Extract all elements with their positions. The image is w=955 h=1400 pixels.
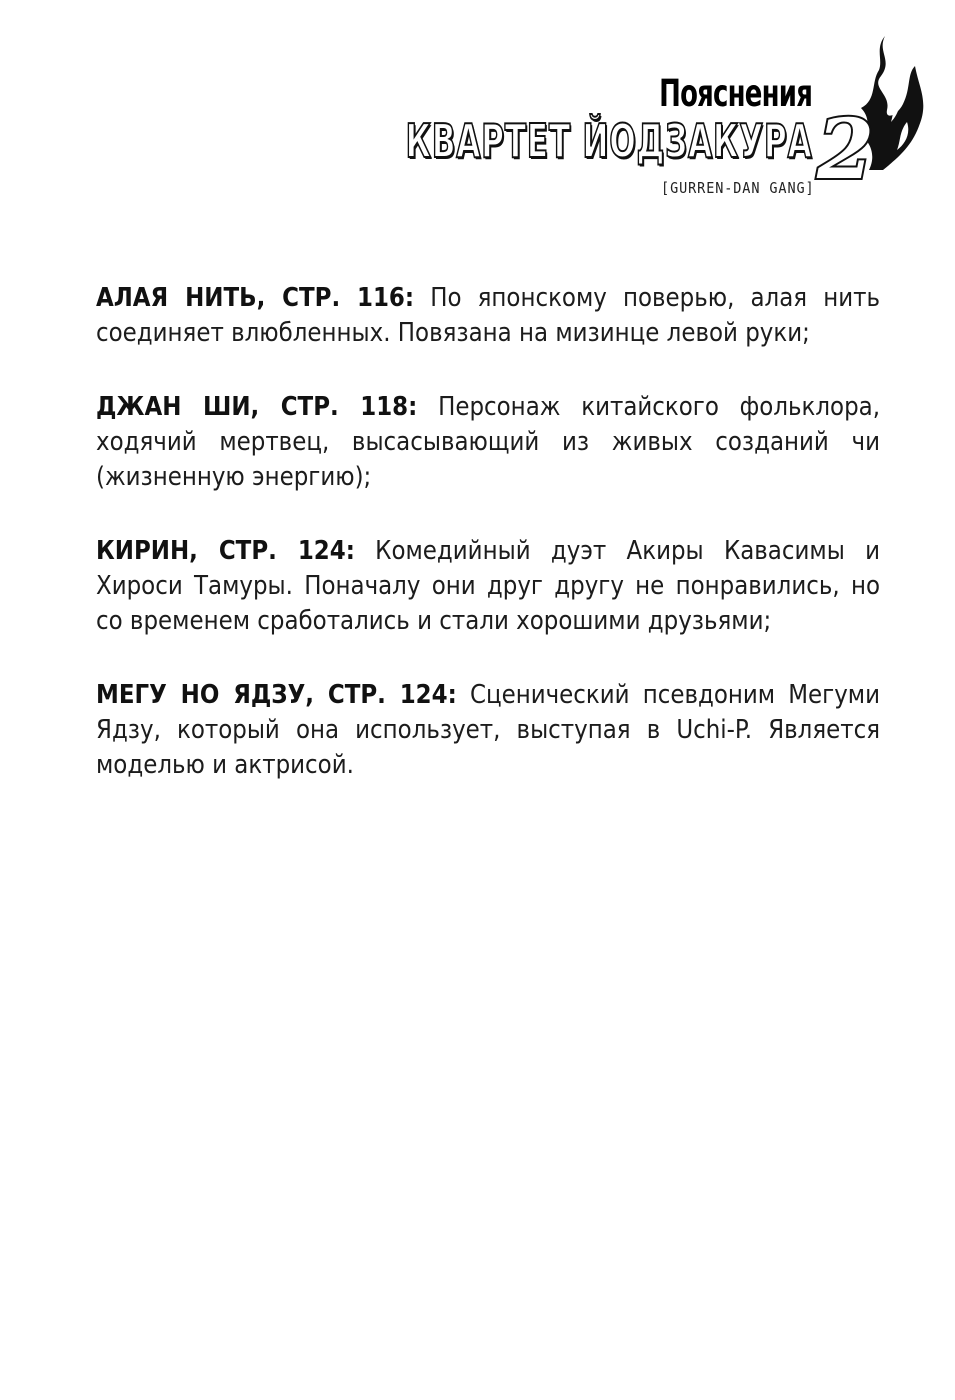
glossary-list — [96, 281, 880, 822]
glossary-definition: Сценический псевдоним Мегуми Ядзу, который она использует, выступая в Uchi-P. Является моделью и актрисой. — [96, 680, 880, 780]
glossary-entry — [96, 678, 880, 783]
glossary-entry — [96, 390, 880, 495]
glossary-definition: По японскому поверью, алая нить соединяет влюбленных. Повязана на мизинце левой руки; — [96, 283, 880, 348]
glossary-term: МЕГУ НО ЯДЗУ, СТР. 124: — [96, 680, 457, 710]
translation-group-tag: [GURREN-DAN GANG] — [661, 179, 815, 197]
volume-number: 2 — [817, 102, 875, 190]
glossary-definition: Комедийный дуэт Акиры Кавасимы и Хироси Тамуры. Поначалу они друг другу не понравились, но со временем сработались и стали хорошими друзьями; — [96, 536, 880, 636]
glossary-definition: Персонаж китайского фольклора, ходячий мертвец, высасывающий из живых созданий чи (жизненную энергию); — [96, 392, 880, 492]
volume-flame-logo-icon — [811, 30, 926, 190]
page-header — [405, 30, 940, 210]
series-logo-title: КВАРТЕТ ЙОДЗАКУРА — [405, 114, 812, 168]
glossary-term: ДЖАН ШИ, СТР. 118: — [96, 392, 418, 422]
glossary-term: КИРИН, СТР. 124: — [96, 536, 355, 566]
glossary-term: АЛАЯ НИТЬ, СТР. 116: — [96, 283, 415, 313]
glossary-entry — [96, 534, 880, 639]
glossary-entry — [96, 281, 880, 351]
page-title: Пояснения — [659, 72, 812, 115]
